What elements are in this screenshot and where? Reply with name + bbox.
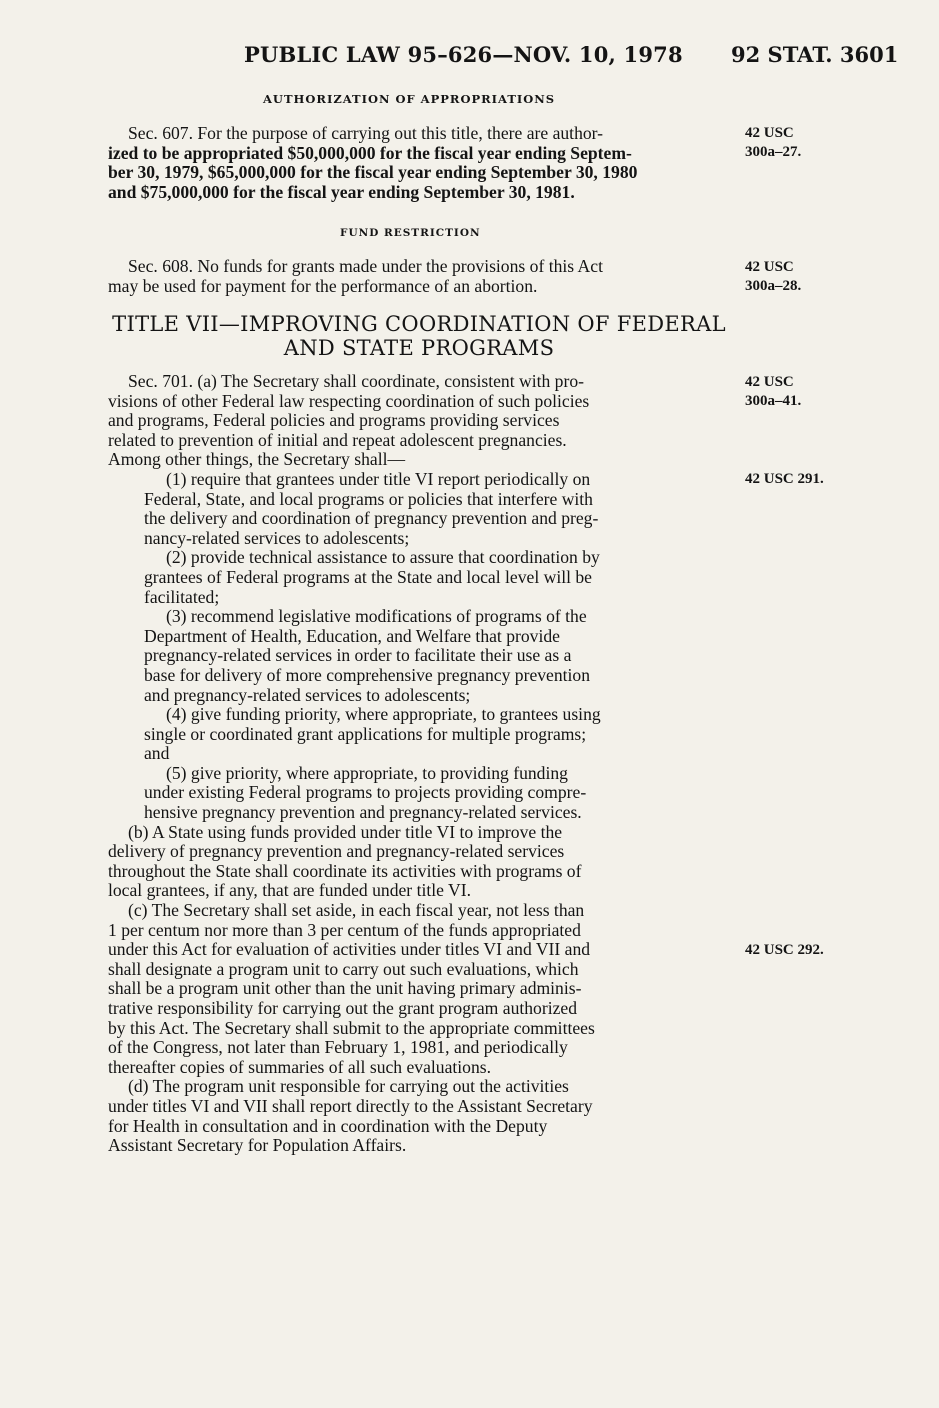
text-line: (5) give priority, where appropriate, to providing funding	[166, 762, 568, 783]
text-line: nancy-related services to adolescents;	[144, 527, 410, 548]
paragraph-c	[108, 901, 733, 1077]
text-line: ber 30, 1979, $65,000,000 for the fiscal year ending September 30, 1980	[108, 162, 638, 183]
text-line: trative responsibility for carrying out the grant program authorized	[108, 998, 578, 1018]
text-line: (4) give funding priority, where appropriate, to grantees using	[166, 704, 601, 725]
text-line: shall designate a program unit to carry out such evaluations, which	[108, 958, 579, 979]
text-line: Department of Health, Education, and Welfare that provide	[144, 625, 560, 646]
text-line: under this Act for evaluation of activities under titles VI and VII and	[108, 939, 591, 960]
running-header-page-number: 92 STAT. 3601	[731, 42, 899, 67]
text-line: Among other things, the Secretary shall—	[108, 449, 406, 470]
margin-line: 300a–27.	[745, 144, 802, 160]
sec-608-text	[108, 257, 733, 296]
text-line: related to prevention of initial and repeat adolescent pregnancies.	[108, 429, 567, 450]
running-header-citation: PUBLIC LAW 95–626—NOV. 10, 1978	[244, 42, 683, 67]
sec-607-text	[108, 124, 733, 202]
text-line: Sec. 607. For the purpose of carrying out this title, there are author-	[128, 123, 604, 143]
list-item-5	[108, 764, 733, 823]
text-line: local grantees, if any, that are funded under title VI.	[108, 880, 471, 901]
text-line: Sec. 701. (a) The Secretary shall coordinate, consistent with pro-	[128, 371, 584, 391]
text-line: hensive pregnancy prevention and pregnancy-related services.	[144, 802, 582, 823]
margin-line: 300a–41.	[745, 393, 802, 409]
title-line: TITLE VII—IMPROVING COORDINATION OF FEDERAL	[112, 312, 726, 336]
margin-line: 300a–28.	[745, 278, 802, 294]
text-line: and	[144, 743, 170, 764]
margin-citation-292: 42 USC 292.	[745, 942, 824, 958]
text-line: grantees of Federal programs at the State and local level will be	[144, 566, 592, 587]
text-line: and pregnancy-related services to adolescents;	[144, 684, 471, 705]
paragraph-b	[108, 823, 733, 901]
margin-citation-607	[745, 124, 801, 162]
text-line: shall be a program unit other than the unit having primary adminis-	[108, 978, 582, 999]
text-line: throughout the State shall coordinate its activities with programs of	[108, 860, 582, 881]
text-line: Federal, State, and local programs or policies that interfere with	[144, 488, 593, 509]
paragraph-d	[108, 1077, 733, 1155]
text-line: visions of other Federal law respecting coordination of such policies	[108, 390, 590, 411]
text-line: single or coordinated grant applications for multiple programs;	[144, 723, 587, 744]
text-line: and $75,000,000 for the fiscal year ending September 30, 1981.	[108, 181, 575, 202]
text-line: under titles VI and VII shall report directly to the Assistant Secretary	[108, 1095, 593, 1116]
text-line: (b) A State using funds provided under title VI to improve the	[128, 821, 563, 842]
text-line: (2) provide technical assistance to assure that coordination by	[166, 547, 600, 568]
text-line: facilitated;	[144, 586, 220, 607]
text-line: for Health in consultation and in coordination with the Deputy	[108, 1115, 548, 1136]
section-heading-authorization: AUTHORIZATION OF APPROPRIATIONS	[263, 92, 556, 106]
margin-citation-701	[745, 373, 801, 411]
text-line: thereafter copies of summaries of all such evaluations.	[108, 1056, 492, 1077]
margin-citation-608	[745, 258, 801, 296]
margin-line: 42 USC	[745, 125, 794, 141]
list-item-3	[108, 607, 733, 705]
text-line: (3) recommend legislative modifications of programs of the	[166, 606, 587, 627]
text-line: of the Congress, not later than February 1, 1981, and periodically	[108, 1037, 568, 1058]
text-line: by this Act. The Secretary shall submit to the appropriate committees	[108, 1017, 595, 1038]
text-line: ized to be appropriated $50,000,000 for the fiscal year ending Septem-	[108, 142, 632, 163]
margin-line: 42 USC	[745, 374, 794, 390]
list-item-2	[108, 548, 733, 607]
text-line: delivery of pregnancy prevention and pregnancy-related services	[108, 841, 565, 862]
list-item-1	[108, 470, 733, 548]
text-line: the delivery and coordination of pregnancy prevention and preg-	[144, 508, 599, 529]
text-line: (d) The program unit responsible for carrying out the activities	[128, 1076, 569, 1097]
text-line: and programs, Federal policies and programs providing services	[108, 410, 560, 431]
text-line: (1) require that grantees under title VI report periodically on	[166, 468, 591, 489]
text-line: 1 per centum nor more than 3 per centum of the funds appropriated	[108, 919, 581, 940]
text-line: Assistant Secretary for Population Affairs.	[108, 1135, 407, 1156]
text-line: may be used for payment for the performance of an abortion.	[108, 275, 538, 296]
text-line: pregnancy-related services in order to facilitate their use as a	[144, 645, 572, 666]
text-line: Sec. 608. No funds for grants made under the provisions of this Act	[128, 256, 603, 276]
sec-701-text	[108, 372, 733, 1156]
title-vii-heading	[108, 312, 730, 360]
title-line: AND STATE PROGRAMS	[283, 336, 555, 360]
margin-line: 42 USC	[745, 259, 794, 275]
text-line: (c) The Secretary shall set aside, in each fiscal year, not less than	[128, 900, 585, 921]
list-item-4	[108, 705, 733, 764]
text-line: under existing Federal programs to projects providing compre-	[144, 782, 587, 803]
text-line: base for delivery of more comprehensive pregnancy prevention	[144, 664, 591, 685]
margin-citation-291: 42 USC 291.	[745, 471, 824, 487]
section-heading-fund-restriction: FUND RESTRICTION	[340, 227, 481, 239]
